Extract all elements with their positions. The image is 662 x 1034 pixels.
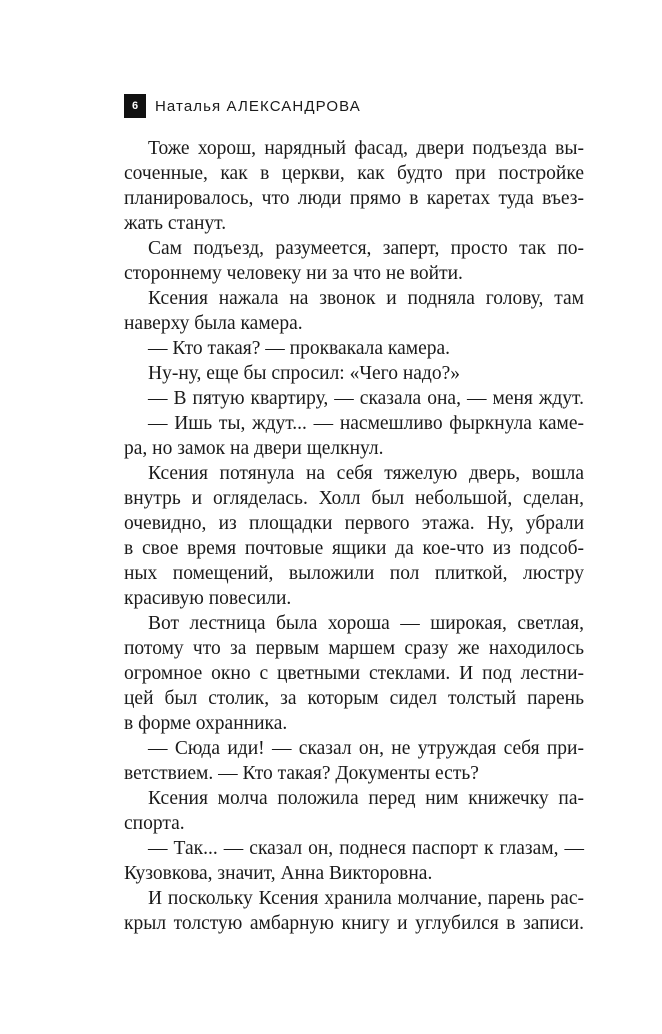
text-line: красивую повесили.: [124, 588, 292, 609]
text-line: наверху была камера.: [124, 313, 303, 334]
text-line: в форме охранника.: [124, 713, 288, 734]
text-line: огромное окно с цветными стеклами. И под лестни-: [124, 663, 584, 684]
text-line: Кузовкова, значит, Анна Викторовна.: [124, 863, 433, 884]
text-line: Ну-ну, еще бы спросил: «Чего надо?»: [148, 363, 460, 384]
text-line: цей был столик, за которым сидел толстый парень: [124, 688, 584, 709]
text-line: Тоже хорош, нарядный фасад, двери подъезда вы-: [148, 138, 584, 159]
text-line: Ксения потянула на себя тяжелую дверь, вошла: [148, 463, 584, 484]
text-line: стороннему человеку ни за что не войти.: [124, 263, 463, 284]
page-header: [124, 94, 361, 118]
text-line: Ксения молча положила перед ним книжечку па-: [148, 788, 584, 809]
body-text: [124, 136, 584, 936]
text-line: ра, но замок на двери щелкнул.: [124, 438, 384, 459]
text-line: ветствием. — Кто такая? Документы есть?: [124, 763, 479, 784]
text-line: Вот лестница была хороша — широкая, светлая,: [148, 613, 584, 634]
text-line: ных помещений, выложили пол плиткой, люстру: [124, 563, 584, 584]
text-line: Сам подъезд, разумеется, заперт, просто так по-: [148, 238, 584, 259]
page-number: 6: [124, 94, 146, 118]
text-line: планировалось, что люди прямо в каретах туда въез-: [124, 188, 584, 209]
running-head: Наталья АЛЕКСАНДРОВА: [155, 97, 361, 115]
text-line: жать станут.: [124, 213, 227, 234]
text-line: — Ишь ты, ждут... — насмешливо фыркнула каме-: [148, 413, 584, 434]
text-line: — Так... — сказал он, поднеся паспорт к глазам, —: [148, 838, 584, 859]
text-line: соченные, как в церкви, как будто при постройке: [124, 163, 584, 184]
text-line: внутрь и огляделась. Холл был небольшой, сделан,: [124, 488, 584, 509]
text-line: — Кто такая? — проквакала камера.: [148, 338, 451, 359]
text-line: потому что за первым маршем сразу же находилось: [124, 638, 584, 659]
text-line: — В пятую квартиру, — сказала она, — меня ждут.: [148, 388, 584, 409]
text-line: спорта.: [124, 813, 185, 834]
text-line: Ксения нажала на звонок и подняла голову, там: [148, 288, 584, 309]
text-line: И поскольку Ксения хранила молчание, парень рас-: [148, 888, 584, 909]
text-line: очевидно, из площадки первого этажа. Ну, убрали: [124, 513, 584, 534]
text-line: крыл толстую амбарную книгу и углубился в записи.: [124, 913, 584, 934]
text-line: в свое время почтовые ящики да кое-что из подсоб-: [124, 538, 584, 559]
text-line: — Сюда иди! — сказал он, не утруждая себя при-: [148, 738, 584, 759]
